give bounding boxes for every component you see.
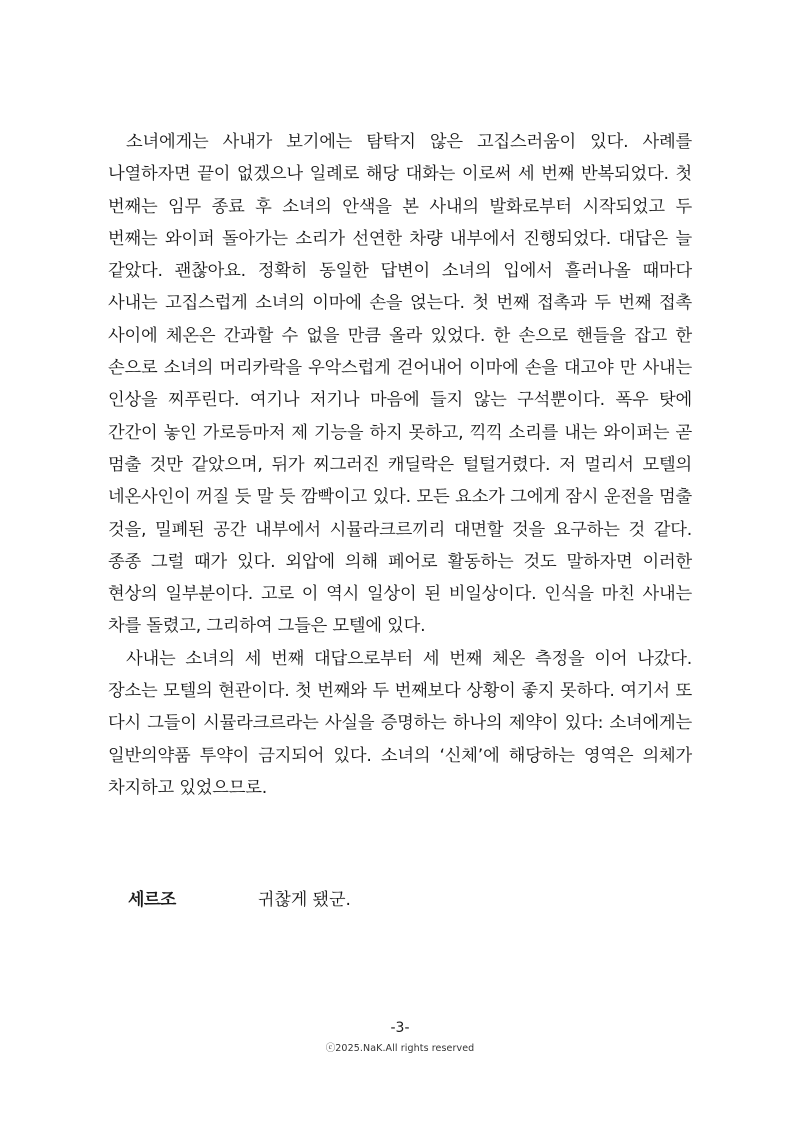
paragraph-1: 소녀에게는 사내가 보기에는 탐탁지 않은 고집스러움이 있다. 사례를 나열하자면 끝이 없겠으나 일례로 해당 대화는 이로써 세 번째 반복되었다. 첫 번째는 임무 종료 후 소녀의 안색을 본 사내의 발화로부터 시작되었고 두 번째는 와이퍼 돌아가는 소리가 선연한 차량 내부에서 진행되었다. 대답은 늘 같았다. 괜찮아요. 정확히 동일한 답변이 소녀의 입에서 흘러나올 때마다 사내는 고집스럽게 소녀의 이마에 손을 얹는다. 첫 번째 접촉과 두 번째 접촉 사이에 체온은 간과할 수 없을 만큼 올라 있었다. 한 손으로 핸들을 잡고 한 손으로 소녀의 머리카락을 우악스럽게 걷어내어 이마에 손을 대고야 만 사내는 인상을 찌푸린다. 여기나 저기나 마음에 들지 않는 구석뿐이다. 폭우 탓에 간간이 놓인 가로등마저 제 기능을 하지 못하고, 끽끽 소리를 내는 와이퍼는 곧 멈출 것만 같았으며, 뒤가 찌그러진 캐딜락은 털털거렸다. 저 멀리서 모텔의 네온사인이 꺼질 듯 말 듯 깜빡이고 있다. 모든 요소가 그에게 잠시 운전을 멈출 것을, 밀폐된 공간 내부에서 시뮬라크르끼리 대면할 것을 요구하는 것 같다. 종종 그럴 때가 있다. 외압에 의해 페어로 활동하는 것도 말하자면 이러한 현상의 일부분이다. 고로 이 역시 일상이 된 비일상이다. 인식을 마친 사내는 차를 돌렸고, 그리하여 그들은 모텔에 있다. — [108, 132, 692, 637]
copyright-notice: ⓒ2025.NaK.All rights reserved — [325, 1043, 475, 1054]
page-number: -3- — [390, 1020, 410, 1036]
paragraph-2: 사내는 소녀의 세 번째 대답으로부터 세 번째 체온 측정을 이어 나갔다. 장소는 모텔의 현관이다. 첫 번째와 두 번째보다 상황이 좋지 못하다. 여기서 또 다시 그들이 시뮬라크르라는 사실을 증명하는 하나의 제약이 있다: 소녀에게는 일반의약품 투약이 금지되어 있다. 소녀의 ‘신체’에 해당하는 영역은 의체가 차지하고 있었으므로. — [108, 648, 692, 798]
speaker-name: 세르조 — [128, 890, 176, 910]
dialogue-line — [128, 884, 688, 916]
dialogue-text: 귀찮게 됐군. — [258, 890, 351, 910]
body-text — [108, 126, 692, 804]
